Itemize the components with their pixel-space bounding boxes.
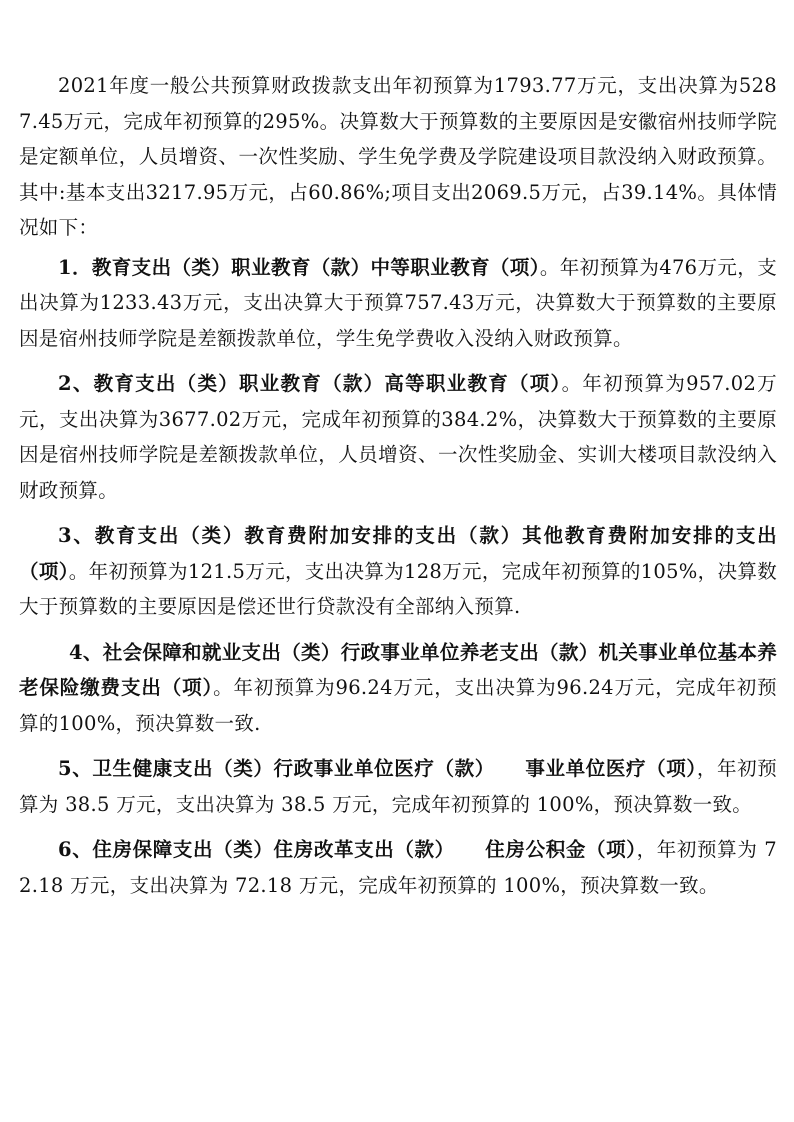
- document-page: [19, 68, 777, 913]
- item-3-text: 。年初预算为121.5万元，支出决算为128万元，完成年初预算的105%，决算数大于预算数的主要原因是偿还世行贷款没有全部纳入预算.: [19, 559, 777, 618]
- item-5-text: ，年初预算为 38.5 万元，支出决算为 38.5 万元，完成年初预算的 100%，预决算数一致。: [19, 757, 777, 816]
- paragraph-item-1: [19, 250, 777, 357]
- paragraph-summary: [19, 68, 777, 246]
- paragraph-item-6: [19, 832, 777, 903]
- paragraph-item-2: [19, 366, 777, 508]
- item-5-heading: 5、卫生健康支出（类）行政事业单位医疗（款） 事业单位医疗（项）: [58, 757, 697, 780]
- paragraph-item-5: [19, 751, 777, 822]
- item-4-text: 。年初预算为96.24万元，支出决算为96.24万元，完成年初预算的100%，预决算数一致.: [19, 676, 777, 735]
- paragraph-item-3: [19, 518, 777, 625]
- item-3-heading: 3、教育支出（类）教育费附加安排的支出（款）其他教育费附加安排的支出（项）: [19, 524, 777, 583]
- paragraph-summary-text: 2021年度一般公共预算财政拨款支出年初预算为1793.77万元，支出决算为5287.45万元，完成年初预算的295%。决算数大于预算数的主要原因是安徽宿州技师学院是定额单位，人员增资、一次性奖励、学生免学费及学院建设项目款没纳入财政预算。其中:基本支出3217.95万元，占60.86%;项目支出2069.5万元，占39.14%。具体情况如下：: [19, 74, 777, 239]
- item-2-text: 。年初预算为957.02万元，支出决算为3677.02万元，完成年初预算的384.2%，决算数大于预算数的主要原因是宿州技师学院是差额拨款单位，人员增资、一次性奖励金、实训大楼项目款没纳入财政预算。: [19, 372, 778, 502]
- item-6-heading: 6、住房保障支出（类）住房改革支出（款） 住房公积金（项）: [58, 838, 637, 861]
- item-1-text: 。年初预算为476万元，支出决算为1233.43万元，支出决算大于预算757.43万元，决算数大于预算数的主要原因是宿州技师学院是差额拨款单位，学生免学费收入没纳入财政预算。: [19, 255, 777, 350]
- paragraph-item-4: [19, 635, 777, 742]
- item-2-heading: 2、教育支出（类）职业教育（款）高等职业教育（项）: [58, 372, 562, 395]
- item-1-heading: 1．教育支出（类）职业教育（款）中等职业教育（项）: [58, 255, 540, 279]
- item-4-heading: 4、社会保障和就业支出（类）行政事业单位养老支出（款）机关事业单位基本养老保险缴费支出（项）: [19, 640, 777, 699]
- item-6-text: ，年初预算为 72.18 万元，支出决算为 72.18 万元，完成年初预算的 100%，预决算数一致。: [19, 838, 777, 897]
